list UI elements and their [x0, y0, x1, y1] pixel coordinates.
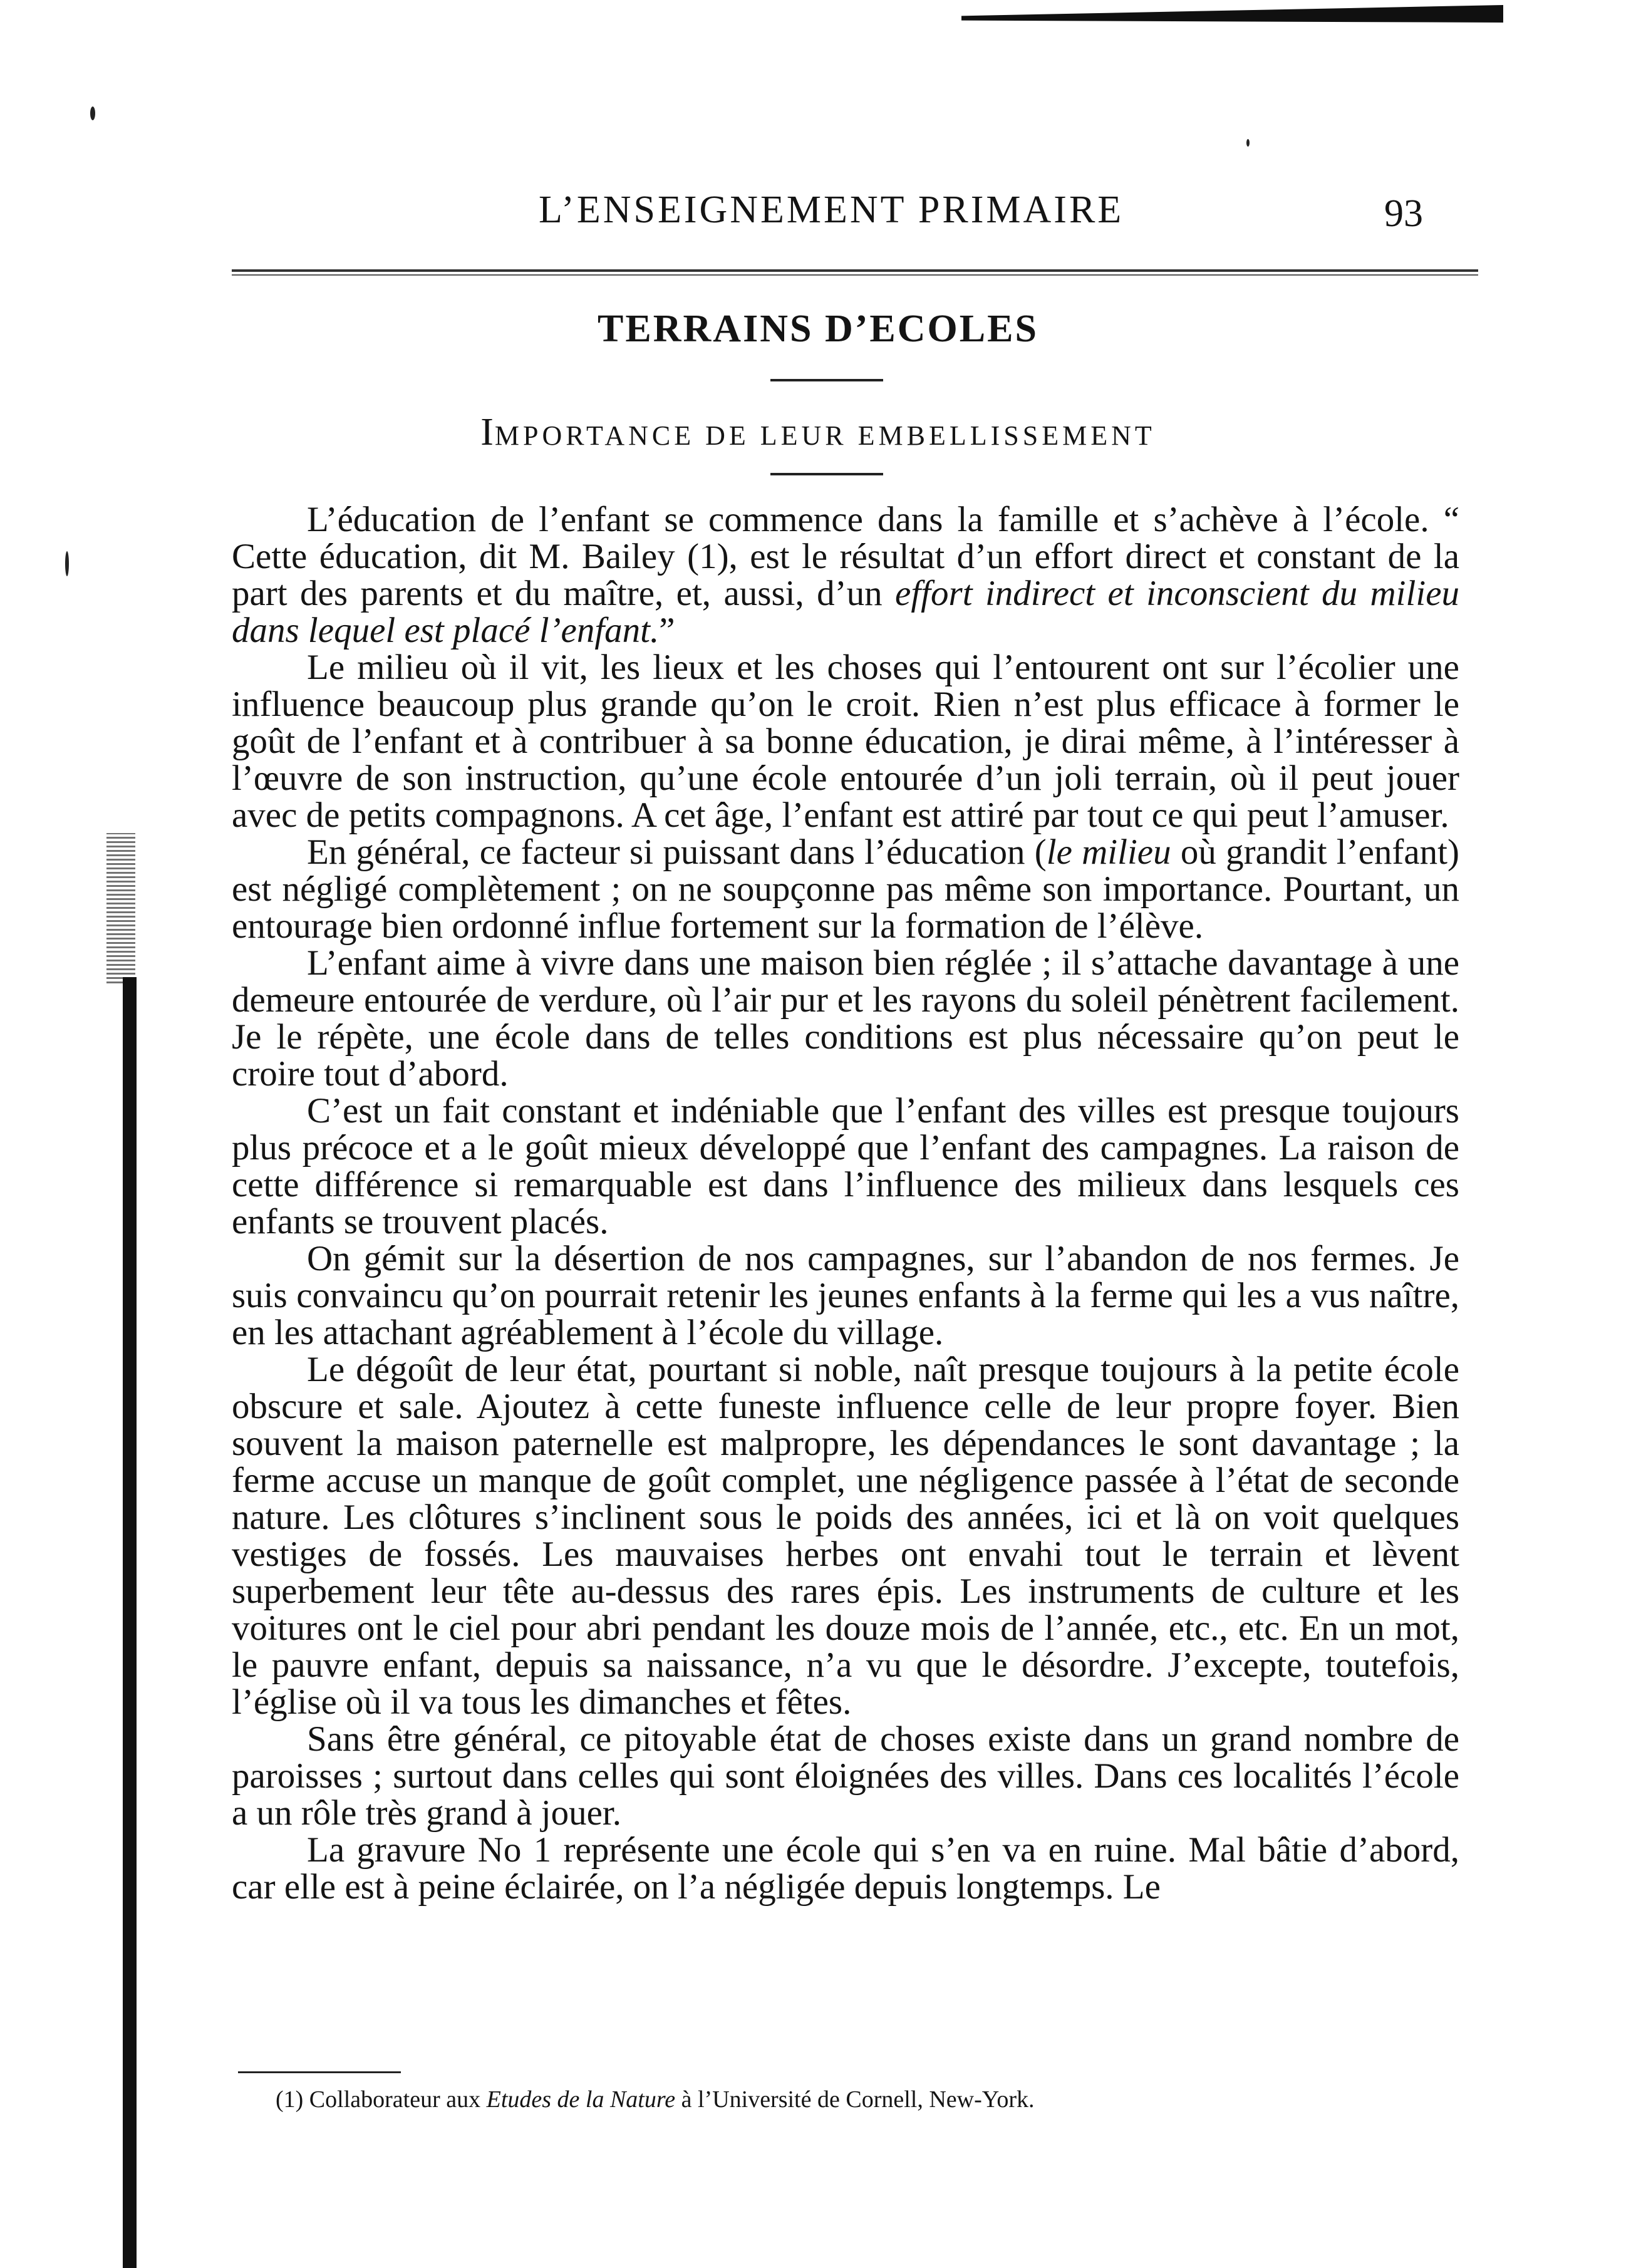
scan-top-rule: [961, 5, 1503, 23]
footnote-emphasis: Etudes de la Nature: [486, 2086, 676, 2113]
paragraph: On gémit sur la désertion de nos campagnes, sur l’abandon de nos fermes. Je suis convaincu qu’on pourrait retenir les jeunes enfants à la ferme qui les a vus naître, en les attachant agréablement à l’école du village.: [232, 1239, 1459, 1352]
scan-speck: [90, 106, 95, 120]
footnote-text: (1) Collaborateur aux: [276, 2086, 487, 2113]
article-subtitle: [0, 410, 1636, 455]
paragraph: L’enfant aime à vivre dans une maison bien réglée ; il s’attache davantage à une demeure entourée de verdure, où l’air pur et les rayons du soleil pénètrent facilement. Je le répète, une école dans de telles conditions est plus nécessaire qu’on peut le croire tout d’abord.: [232, 943, 1459, 1094]
footnote-text: à l’Université de Cornell, New-York.: [675, 2086, 1035, 2113]
page-number: 93: [1384, 192, 1423, 235]
paragraph-text: L’éducation de l’enfant se commence dans la famille et s’achève à l’école. “ Cette éducation, dit M. Bailey (1), est le résultat d’un effort direct et constant de la part des parents et du maître, et, aussi, d’un: [232, 500, 1459, 613]
paragraph-emphasis: effort indirect et inconscient du milieu dans lequel est placé l’enfant.: [232, 574, 1459, 650]
paragraph-text: ”: [659, 611, 675, 650]
paragraph: Sans être général, ce pitoyable état de choses existe dans un grand nombre de paroisses ; surtout dans celles qui sont éloignées des villes. Dans ces localités l’école a un rôle très grand à jouer.: [232, 1719, 1459, 1833]
footnote: [276, 2086, 1466, 2113]
scan-left-edge: [123, 977, 137, 2268]
subtitle-initial: I: [480, 411, 495, 453]
paragraph: [232, 501, 1459, 649]
subtitle-rest: MPORTANCE DE LEUR EMBELLISSEMENT: [494, 420, 1156, 451]
paragraph: Le milieu où il vit, les lieux et les choses qui l’entourent ont sur l’écolier une influence beaucoup plus grande qu’on le croit. Rien n’est plus efficace à former le goût de l’enfant et à contribuer à sa bonne éducation, je dirai même, à l’intéresser à l’œuvre de son instruction, qu’une école entourée d’un joli terrain, où il peut jouer avec de petits compagnons. A cet âge, l’enfant est attiré par tout ce qui peut l’amuser.: [232, 648, 1459, 835]
paragraph-text: où grandit l’enfant) est négligé complètement ; on ne soupçonne pas même son importance. Pourtant, un entourage bien ordonné influe fortement sur la formation de l’élève.: [232, 832, 1459, 946]
paragraph-text: En général, ce facteur si puissant dans l’éducation (: [307, 832, 1047, 872]
paragraph: Le dégoût de leur état, pourtant si noble, naît presque toujours à la petite école obscure et sale. Ajoutez à cette funeste influence celle de leur propre foyer. Bien souvent la maison paternelle est malpropre, les dépendances le sont davantage ; la ferme accuse un manque de goût complet, une négligence passée à l’état de seconde nature. Les clôtures s’inclinent sous le poids des années, ici et là on voit quelques vestiges de fossés. Les mauvaises herbes ont envahi tout le terrain et lèvent superbement leur tête au-dessus des rares épis. Les instruments de culture et les voitures ont le ciel pour abri pendant les douze mois de l’année, etc., etc. En un mot, le pauvre enfant, depuis sa naissance, n’a vu que le désordre. J’excepte, toutefois, l’église où il va tous les dimanches et fêtes.: [232, 1350, 1459, 1722]
paragraph: [232, 834, 1459, 945]
scan-speck: [1246, 139, 1250, 147]
article-title: TERRAINS D’ECOLES: [598, 308, 1038, 350]
article-body: [232, 501, 1459, 1905]
paragraph: La gravure No 1 représente une école qui s’en va en ruine. Mal bâtie d’abord, car elle est à peine éclairée, on l’a négligée depuis longtemps. Le: [232, 1830, 1459, 1907]
scan-binding-shadow: [106, 833, 135, 983]
running-title: L’ENSEIGNEMENT PRIMAIRE: [539, 189, 1124, 231]
paragraph: C’est un fait constant et indéniable que l’enfant des villes est presque toujours plus précoce et a le goût mieux développé que l’enfant des campagnes. La raison de cette différence si remarquable est dans l’influence des milieux dans lesquels ces enfants se trouvent placés.: [232, 1091, 1459, 1241]
title-rule: [770, 379, 883, 381]
header-rule: [232, 269, 1478, 276]
footnote-rule: [238, 2071, 401, 2073]
subtitle-rule: [770, 473, 883, 475]
paragraph-emphasis: le milieu: [1046, 832, 1171, 872]
scan-speck: [65, 551, 69, 576]
